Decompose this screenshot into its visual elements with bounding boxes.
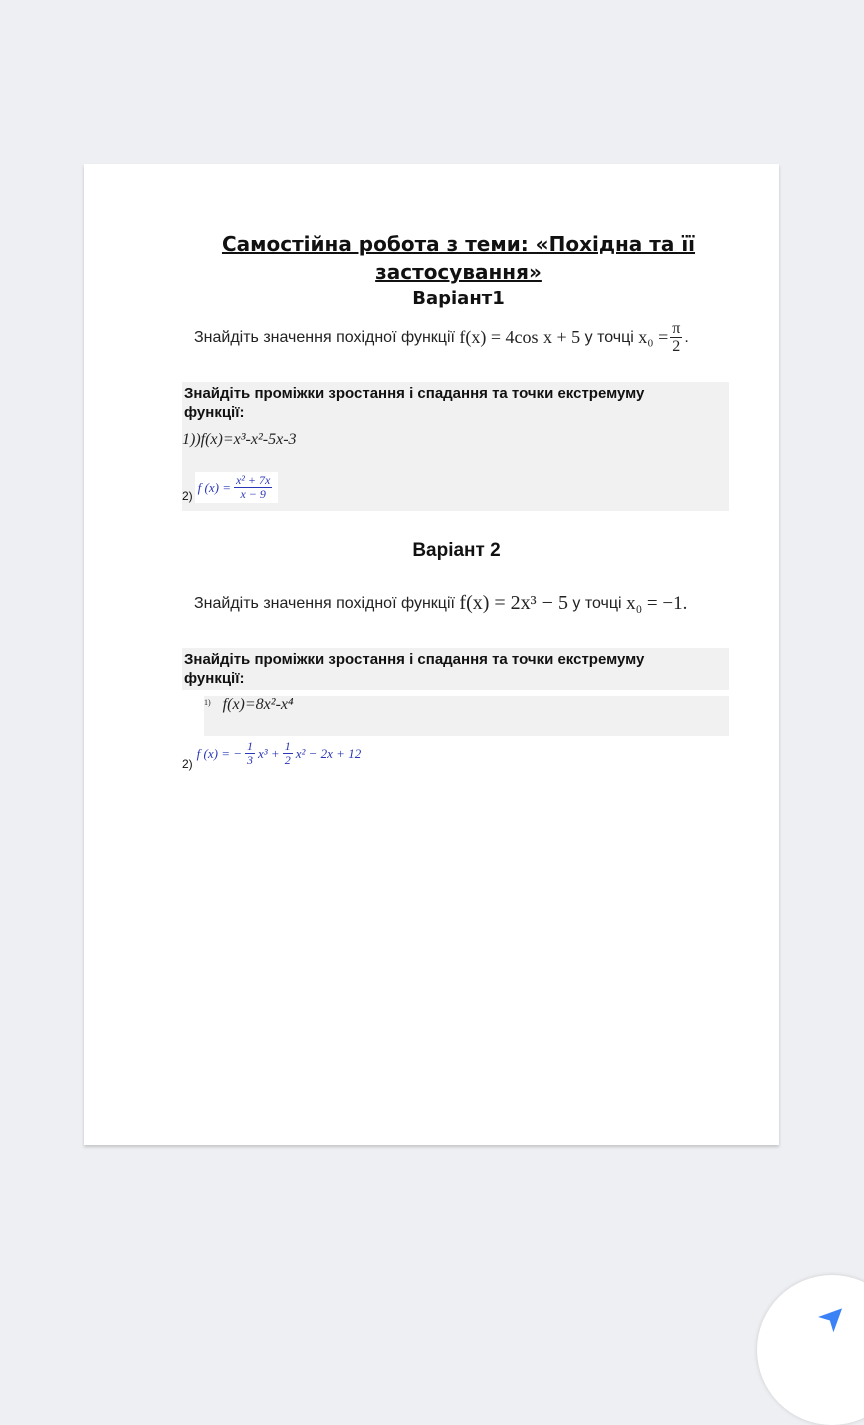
pencil-icon: ➤: [809, 1293, 857, 1341]
task-point-text: у точці: [584, 328, 634, 346]
task-formula: f(x) = 2x³ − 5: [459, 592, 568, 614]
task-point-text: у точці: [572, 594, 622, 612]
fraction-denominator: 2: [284, 753, 291, 767]
variant-1-task-1: [194, 320, 689, 355]
fraction-numerator: 1: [247, 739, 254, 753]
formula-prefix: f (x) = −: [196, 745, 243, 761]
task-end: .: [684, 328, 689, 346]
document-title: [84, 230, 779, 286]
variant-2-heading: Варіант 2: [412, 540, 501, 561]
fraction-numerator: 1: [284, 739, 291, 753]
variant-2-task-1: [194, 592, 687, 615]
variant-1-heading: Варіант1: [412, 288, 505, 309]
variant-2-item-2: [182, 739, 362, 771]
fraction-denominator: x − 9: [240, 487, 266, 501]
variant-1-item-1: 1))f(x)=x³-x²-5x-3: [182, 431, 297, 448]
pi-over-2-fraction: [670, 320, 682, 355]
fraction-one-third: [245, 740, 255, 767]
title-line-2: застосування»: [375, 260, 542, 284]
task-point: x₀ =: [638, 327, 669, 347]
formula-end: x² − 2x + 12: [295, 745, 362, 761]
item-formula: f(x)=8x²-x⁴: [222, 696, 294, 713]
task-text: Знайдіть значення похідної функції: [194, 594, 455, 612]
task-point: x₀ = −1.: [626, 592, 688, 614]
task-formula: f(x) = 4cos x + 5: [459, 327, 581, 347]
variant-1-task-2-heading: Знайдіть проміжки зростання і спадання та точки екстремуму функції:: [184, 385, 645, 421]
fraction-numerator: x² + 7x: [235, 473, 271, 487]
fraction-one-half: [283, 740, 293, 767]
item-label: 2): [182, 488, 193, 503]
item-label: 2): [182, 756, 193, 771]
fraction-numerator: π: [672, 320, 681, 337]
fraction-denominator: 2: [672, 338, 681, 355]
title-line-1: Самостійна робота з теми: «Похідна та її: [221, 232, 696, 256]
floating-action-button[interactable]: [757, 1275, 864, 1425]
variant-1-item-2: [182, 472, 278, 503]
item-number: 1): [204, 698, 211, 707]
task-text: Знайдіть значення похідної функції: [194, 328, 455, 346]
document-page: [84, 164, 779, 1145]
formula-box: [195, 472, 279, 503]
fraction-denominator: 3: [247, 753, 254, 767]
variant-2-item-1: [204, 696, 294, 714]
formula-middle: x³ +: [258, 745, 280, 761]
formula-prefix: f (x) =: [197, 479, 231, 495]
rational-fraction: [234, 474, 272, 501]
variant-2-task-2-heading: Знайдіть проміжки зростання і спадання та точки екстремуму функції:: [184, 651, 645, 687]
